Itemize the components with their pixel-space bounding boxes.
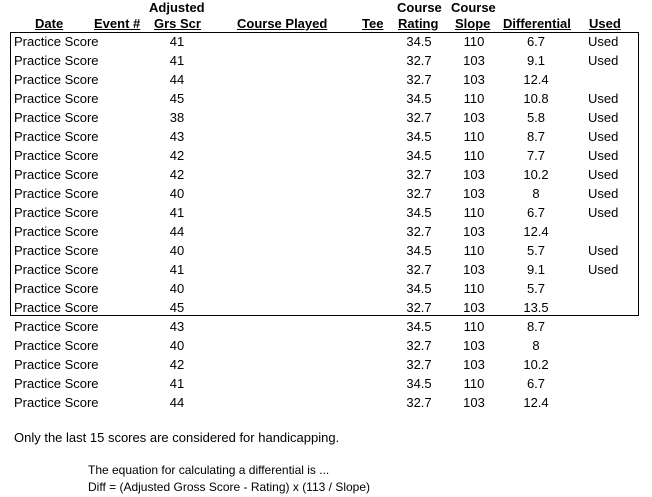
row-course-slope: 103 [463,338,485,353]
row-used: Used [588,129,619,144]
table-row [0,108,652,127]
table-row [0,146,652,165]
row-date: Practice Score [14,395,99,410]
row-differential: 5.7 [526,243,546,258]
row-differential: 12.4 [523,224,549,239]
row-date: Practice Score [14,91,99,106]
row-adjusted-grs-scr: 41 [169,376,185,391]
row-differential: 5.7 [526,281,546,296]
table-row [0,298,652,317]
row-adjusted-grs-scr: 40 [169,338,185,353]
row-used: Used [588,148,619,163]
row-course-slope: 110 [463,34,485,49]
row-course-slope: 103 [463,110,485,125]
header-event: Event # [94,16,141,31]
table-row [0,260,652,279]
table-row [0,222,652,241]
row-date: Practice Score [14,148,99,163]
row-differential: 6.7 [526,376,546,391]
row-date: Practice Score [14,357,99,372]
row-course-slope: 110 [463,129,485,144]
table-row [0,165,652,184]
row-adjusted-grs-scr: 41 [169,34,185,49]
row-course-rating: 32.7 [406,110,432,125]
row-course-rating: 34.5 [406,34,432,49]
row-adjusted-grs-scr: 43 [169,319,185,334]
row-date: Practice Score [14,224,99,239]
row-adjusted-grs-scr: 41 [169,205,185,220]
row-adjusted-grs-scr: 44 [169,72,185,87]
row-used: Used [588,53,619,68]
row-course-rating: 32.7 [406,186,432,201]
row-course-rating: 34.5 [406,376,432,391]
equation-formula: Diff = (Adjusted Gross Score - Rating) x (113 / Slope) [88,480,371,494]
row-course-slope: 103 [463,357,485,372]
row-course-slope: 103 [463,224,485,239]
row-date: Practice Score [14,300,99,315]
row-used: Used [588,205,619,220]
row-adjusted-grs-scr: 40 [169,186,185,201]
row-differential: 8 [532,186,540,201]
table-row [0,279,652,298]
header-used: Used [589,16,621,31]
row-date: Practice Score [14,34,99,49]
table-row [0,241,652,260]
header-tee: Tee [362,16,384,31]
header-rating: Rating [398,16,439,31]
row-adjusted-grs-scr: 45 [169,91,185,106]
row-used: Used [588,34,619,49]
row-adjusted-grs-scr: 42 [169,148,185,163]
header-course-played: Course Played [237,16,328,31]
row-adjusted-grs-scr: 41 [169,53,185,68]
row-course-rating: 32.7 [406,53,432,68]
table-row [0,184,652,203]
row-date: Practice Score [14,186,99,201]
table-row [0,355,652,374]
row-date: Practice Score [14,72,99,87]
row-course-slope: 110 [463,148,485,163]
table-row [0,89,652,108]
row-course-rating: 34.5 [406,205,432,220]
row-course-rating: 34.5 [406,243,432,258]
row-course-slope: 110 [463,319,485,334]
row-differential: 7.7 [526,148,546,163]
row-course-slope: 110 [463,205,485,220]
row-adjusted-grs-scr: 40 [169,243,185,258]
header-course-slope-top: Course [451,0,496,15]
row-date: Practice Score [14,319,99,334]
row-course-rating: 32.7 [406,300,432,315]
row-date: Practice Score [14,205,99,220]
row-course-rating: 34.5 [406,91,432,106]
row-adjusted-grs-scr: 44 [169,224,185,239]
row-differential: 9.1 [526,53,546,68]
row-course-slope: 103 [463,72,485,87]
row-course-slope: 110 [463,281,485,296]
row-used: Used [588,186,619,201]
row-adjusted-grs-scr: 43 [169,129,185,144]
row-course-rating: 32.7 [406,357,432,372]
row-used: Used [588,167,619,182]
row-course-rating: 32.7 [406,72,432,87]
header-grs-scr: Grs Scr [154,16,201,31]
row-course-rating: 32.7 [406,224,432,239]
row-course-slope: 103 [463,167,485,182]
row-date: Practice Score [14,167,99,182]
row-used: Used [588,91,619,106]
table-row [0,336,652,355]
table-row [0,127,652,146]
row-differential: 5.8 [526,110,546,125]
row-course-rating: 34.5 [406,281,432,296]
row-course-slope: 103 [463,186,485,201]
row-differential: 10.2 [523,357,549,372]
table-row [0,32,652,51]
row-date: Practice Score [14,243,99,258]
table-row [0,70,652,89]
row-adjusted-grs-scr: 40 [169,281,185,296]
row-date: Practice Score [14,129,99,144]
row-adjusted-grs-scr: 42 [169,357,185,372]
table-row [0,203,652,222]
row-differential: 13.5 [523,300,549,315]
equation-intro: The equation for calculating a differential is ... [88,463,330,477]
row-adjusted-grs-scr: 44 [169,395,185,410]
row-course-slope: 110 [463,376,485,391]
row-course-rating: 34.5 [406,129,432,144]
row-differential: 6.7 [526,34,546,49]
row-date: Practice Score [14,262,99,277]
row-course-rating: 34.5 [406,148,432,163]
row-adjusted-grs-scr: 42 [169,167,185,182]
header-differential: Differential [503,16,571,31]
row-course-rating: 34.5 [406,319,432,334]
row-differential: 9.1 [526,262,546,277]
row-date: Practice Score [14,110,99,125]
header-adjusted-top: Adjusted [149,0,205,15]
table-row [0,374,652,393]
row-date: Practice Score [14,376,99,391]
row-differential: 12.4 [523,395,549,410]
row-course-slope: 103 [463,395,485,410]
row-course-rating: 32.7 [406,338,432,353]
row-date: Practice Score [14,53,99,68]
row-differential: 8 [532,338,540,353]
last-15-note: Only the last 15 scores are considered for handicapping. [14,430,340,445]
row-adjusted-grs-scr: 41 [169,262,185,277]
row-course-rating: 32.7 [406,262,432,277]
row-course-rating: 32.7 [406,395,432,410]
header-date: Date [35,16,64,31]
table-row [0,317,652,336]
row-course-slope: 110 [463,91,485,106]
row-differential: 6.7 [526,205,546,220]
row-used: Used [588,262,619,277]
header-slope: Slope [455,16,491,31]
row-date: Practice Score [14,338,99,353]
row-date: Practice Score [14,281,99,296]
row-used: Used [588,110,619,125]
row-course-slope: 110 [463,243,485,258]
row-course-rating: 32.7 [406,167,432,182]
row-differential: 10.8 [523,91,549,106]
row-differential: 8.7 [526,129,546,144]
row-differential: 10.2 [523,167,549,182]
row-course-slope: 103 [463,262,485,277]
row-course-slope: 103 [463,300,485,315]
row-differential: 12.4 [523,72,549,87]
row-differential: 8.7 [526,319,546,334]
header-course-rating-top: Course [397,0,442,15]
row-used: Used [588,243,619,258]
row-adjusted-grs-scr: 45 [169,300,185,315]
table-row [0,393,652,412]
row-course-slope: 103 [463,53,485,68]
row-adjusted-grs-scr: 38 [169,110,185,125]
table-row [0,51,652,70]
